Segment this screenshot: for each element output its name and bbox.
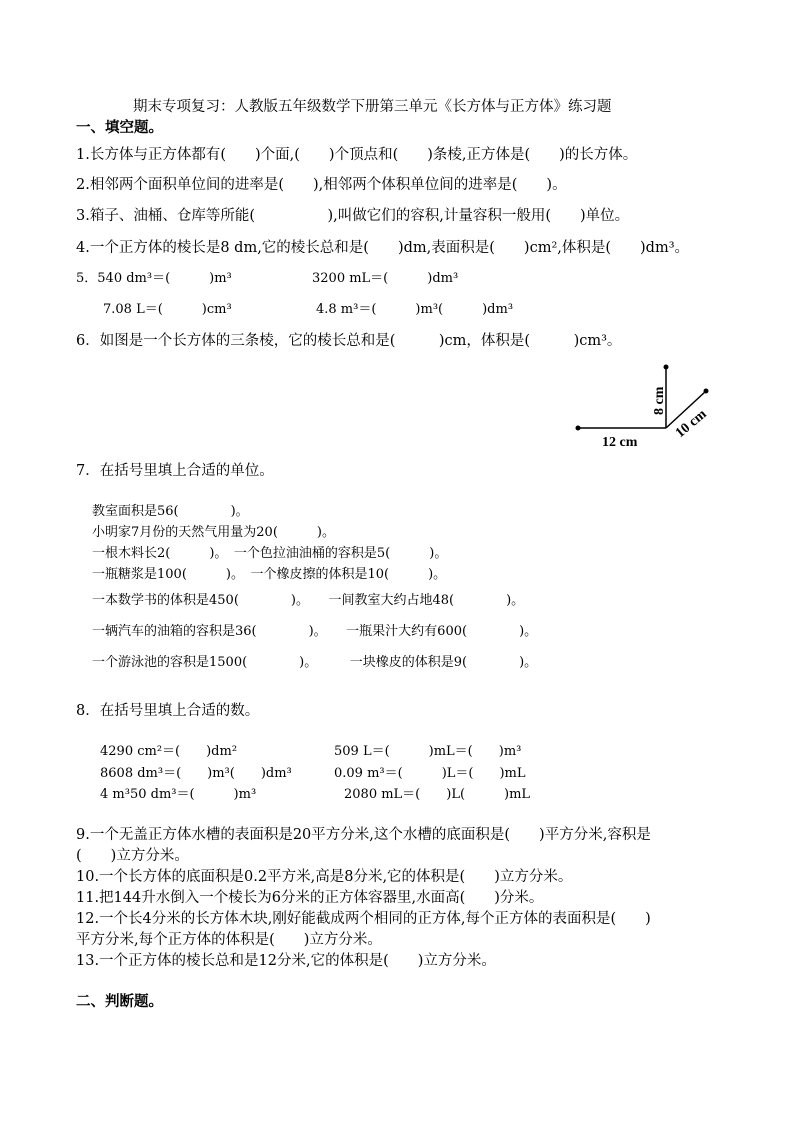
question-6: 6．如图是一个长方体的三条棱，它的棱长总和是( )cm，体积是( )cm³。	[76, 333, 622, 349]
q7-item-7: 一个游泳池的容积是1500( )。 一块橡皮的体积是9( )。	[92, 655, 538, 670]
question-13: 13.一个正方体的棱长总和是12分米,它的体积是( )立方分米。	[76, 953, 496, 969]
question-1: 1.长方体与正方体都有( )个面,( )个顶点和( )条棱,正方体是( )的长方体。	[76, 147, 638, 163]
height-endpoint	[664, 365, 669, 370]
question-11: 11.把144升水倒入一个棱长为6分米的正方体容器里,水面高( )分米。	[76, 890, 544, 906]
q7-item-3: 一根木料长2( )。 一个色拉油油桶的容积是5( )。	[92, 546, 448, 561]
q8-row-3-b: 2080 mL＝( )L( )mL	[344, 787, 531, 802]
q8-row-2-b: 0.09 m³＝( )L＝( )mL	[334, 766, 526, 781]
height-label: 8 cm	[652, 386, 667, 415]
question-9-line-1: 9.一个无盖正方体水槽的表面积是20平方分米,这个水槽的底面积是( )平方分米,容积是	[76, 827, 651, 843]
q8-row-2-a: 8608 dm³＝( )m³( )dm³	[100, 766, 292, 781]
cuboid-edges-diagram	[568, 360, 718, 455]
depth-endpoint	[704, 389, 709, 394]
width-label: 12 cm	[602, 435, 638, 450]
page-title: 期末专项复习：人教版五年级数学下册第三单元《长方体与正方体》练习题	[133, 99, 612, 115]
section-heading-fill-blank: 一、填空题。	[76, 119, 163, 136]
question-8: 8．在括号里填上合适的数。	[76, 703, 260, 719]
question-5-part-d: 4.8 m³＝( )m³( )dm³	[316, 302, 514, 317]
question-12-line-1: 12.一个长4分米的长方体木块,刚好能截成两个相同的正方体,每个正方体的表面积是( )	[76, 911, 651, 927]
depth-label: 10 cm	[672, 406, 710, 442]
q8-row-1-a: 4290 cm²＝( )dm²	[100, 744, 238, 759]
question-5-part-a: 5．540 dm³＝( )m³	[76, 271, 232, 286]
section-heading-true-false: 二、判断题。	[76, 993, 163, 1010]
q8-row-1-b: 509 L＝( )mL＝( )m³	[334, 744, 522, 759]
question-10: 10.一个长方体的底面积是0.2平方米,高是8分米,它的体积是( )立方分米。	[76, 869, 573, 885]
question-5-part-c: 7.08 L＝( )cm³	[103, 302, 232, 317]
q7-item-5: 一本数学书的体积是450( )。 一间教室大约占地48( )。	[92, 593, 525, 608]
question-4: 4.一个正方体的棱长是8 dm,它的棱长总和是( )dm,表面积是( )cm²,体积是( )dm³。	[76, 240, 690, 256]
question-2: 2.相邻两个面积单位间的进率是( ),相邻两个体积单位间的进率是( )。	[76, 177, 567, 193]
q7-item-4: 一瓶糖浆是100( )。 一个橡皮擦的体积是10( )。	[92, 567, 447, 582]
q7-item-6: 一辆汽车的油箱的容积是36( )。 一瓶果汁大约有600( )。	[92, 624, 538, 639]
width-endpoint	[576, 426, 581, 431]
question-3: 3.箱子、油桶、仓库等所能( ),叫做它们的容积,计量容积一般用( )单位。	[76, 208, 630, 224]
q8-row-3-a: 4 m³50 dm³＝( )m³	[100, 787, 257, 802]
question-9-line-2: ( )立方分米。	[76, 848, 189, 864]
question-5-part-b: 3200 mL＝( )dm³	[312, 271, 459, 286]
q7-item-2: 小明家7月份的天然气用量为20( )。	[92, 525, 335, 540]
q7-item-1: 教室面积是56( )。	[92, 504, 249, 519]
question-12-line-2: 平方分米,每个正方体的体积是( )立方分米。	[76, 932, 382, 948]
question-7: 7．在括号里填上合适的单位。	[76, 463, 274, 479]
